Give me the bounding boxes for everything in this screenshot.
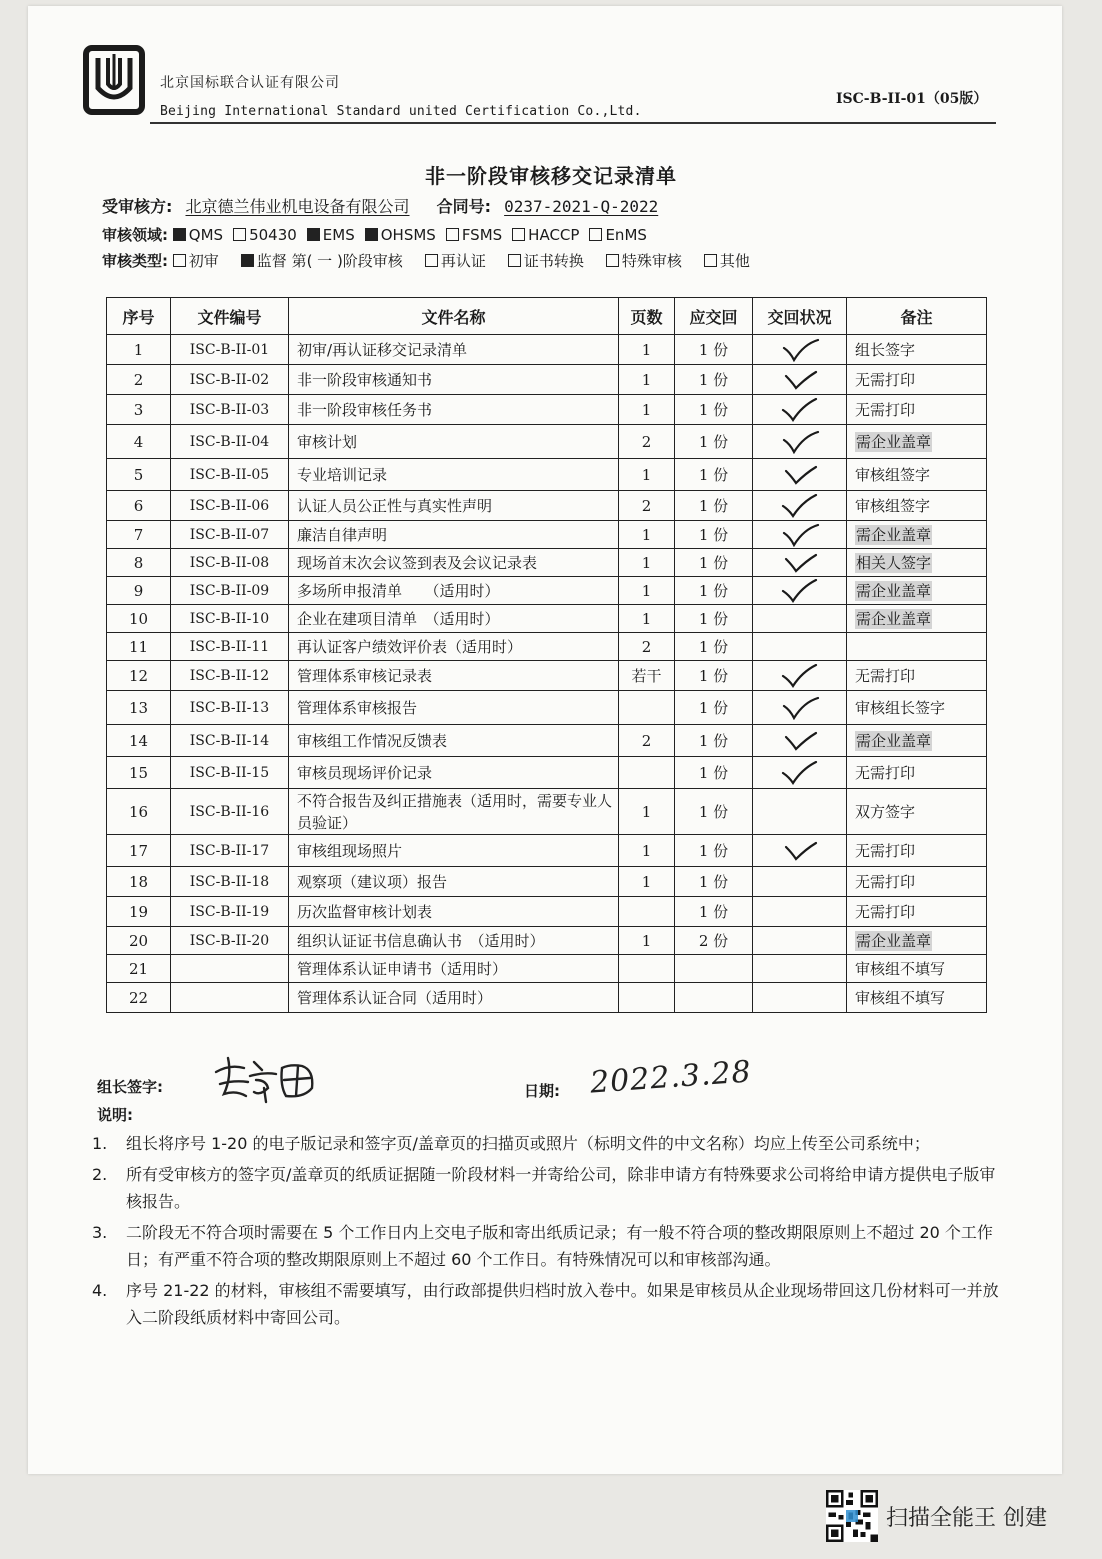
unchecked-box-icon[interactable] xyxy=(512,228,525,241)
date-value: 2022.3.28 xyxy=(588,1054,753,1101)
col-header-copies: 应交回 xyxy=(675,298,753,335)
row-copies: 1 份 xyxy=(675,577,753,605)
checkmark-icon xyxy=(780,430,820,454)
row-name: 管理体系审核报告 xyxy=(289,691,619,725)
row-no: 18 xyxy=(107,867,171,897)
note-number: 1. xyxy=(92,1134,108,1153)
unchecked-box-icon[interactable] xyxy=(589,228,602,241)
row-remark-text: 无需打印 xyxy=(855,764,916,782)
row-no: 5 xyxy=(107,459,171,491)
row-pages: 1 xyxy=(619,577,675,605)
row-code: ISC-B-II-11 xyxy=(171,633,289,661)
auditee-line xyxy=(102,194,666,217)
table-row xyxy=(107,867,987,897)
audit_fields-option[interactable] xyxy=(307,226,355,244)
row-name: 审核组工作情况反馈表 xyxy=(289,725,619,757)
audit_fields-option-label: QMS xyxy=(188,226,224,244)
row-returned xyxy=(753,459,847,491)
row-no: 19 xyxy=(107,897,171,927)
row-name: 认证人员公正性与真实性声明 xyxy=(289,491,619,521)
row-copies: 1 份 xyxy=(675,789,753,835)
table-row xyxy=(107,691,987,725)
row-remark-text: 双方签字 xyxy=(855,803,916,821)
row-name: 管理体系认证合同（适用时） xyxy=(289,983,619,1013)
auditee-value: 北京德兰伟业机电设备有限公司 xyxy=(185,197,410,216)
table-row xyxy=(107,459,987,491)
row-code: ISC-B-II-06 xyxy=(171,491,289,521)
row-remark-text: 无需打印 xyxy=(855,873,916,891)
audit_types-option-label: 再认证 xyxy=(440,252,486,270)
row-copies: 1 份 xyxy=(675,425,753,459)
row-no: 3 xyxy=(107,395,171,425)
row-pages xyxy=(619,955,675,983)
checkmark-icon xyxy=(780,338,820,362)
row-no: 4 xyxy=(107,425,171,459)
audit_fields-option[interactable] xyxy=(512,226,579,244)
checkmark-icon xyxy=(780,729,820,753)
row-remark xyxy=(847,983,987,1013)
row-no: 13 xyxy=(107,691,171,725)
row-code: ISC-B-II-17 xyxy=(171,835,289,867)
row-remark xyxy=(847,365,987,395)
table-row xyxy=(107,491,987,521)
table-row xyxy=(107,335,987,365)
row-copies: 1 份 xyxy=(675,835,753,867)
row-code: ISC-B-II-13 xyxy=(171,691,289,725)
row-pages: 1 xyxy=(619,335,675,365)
audit-fields-label: 审核领域: xyxy=(102,226,168,244)
row-returned xyxy=(753,691,847,725)
note-item xyxy=(92,1277,1004,1331)
row-remark-text: 相关人签字 xyxy=(856,554,932,572)
company-name-en: Beijing International Standard united Certification Co.,Ltd. xyxy=(160,104,642,119)
leader-signature-label: 组长签字: xyxy=(97,1078,163,1096)
row-copies: 1 份 xyxy=(675,725,753,757)
col-header-name: 文件名称 xyxy=(289,298,619,335)
row-returned xyxy=(753,577,847,605)
row-pages: 1 xyxy=(619,605,675,633)
row-code: ISC-B-II-20 xyxy=(171,927,289,955)
col-header-code: 文件编号 xyxy=(171,298,289,335)
unchecked-box-icon[interactable] xyxy=(446,228,459,241)
row-code: ISC-B-II-08 xyxy=(171,549,289,577)
row-code: ISC-B-II-03 xyxy=(171,395,289,425)
row-code: ISC-B-II-12 xyxy=(171,661,289,691)
watermark-text: 扫描全能王 创建 xyxy=(886,1505,1047,1531)
row-remark-text: 需企业盖章 xyxy=(856,610,932,628)
table-row xyxy=(107,365,987,395)
table-row xyxy=(107,577,987,605)
row-returned xyxy=(753,491,847,521)
auditee-label: 受审核方: xyxy=(102,197,173,216)
row-code: ISC-B-II-15 xyxy=(171,757,289,789)
unchecked-box-icon[interactable] xyxy=(508,254,521,267)
row-returned xyxy=(753,425,847,459)
row-copies: 1 份 xyxy=(675,897,753,927)
table-row xyxy=(107,425,987,459)
row-remark-text: 审核组不填写 xyxy=(855,960,946,978)
col-header-pages: 页数 xyxy=(619,298,675,335)
row-pages: 2 xyxy=(619,633,675,661)
company-name-cn: 北京国标联合认证有限公司 xyxy=(160,75,340,91)
row-pages: 2 xyxy=(619,725,675,757)
qr-code-icon xyxy=(826,1490,878,1542)
row-name: 不符合报告及纠正措施表（适用时，需要专业人员验证） xyxy=(289,789,619,835)
row-name: 管理体系认证申请书（适用时） xyxy=(289,955,619,983)
checked-box-icon[interactable] xyxy=(307,228,320,241)
row-pages: 2 xyxy=(619,425,675,459)
checkmark-icon xyxy=(780,579,820,603)
row-no: 6 xyxy=(107,491,171,521)
row-remark-text: 需企业盖章 xyxy=(856,433,932,451)
checked-box-icon[interactable] xyxy=(241,254,254,267)
row-returned xyxy=(753,725,847,757)
table-row xyxy=(107,927,987,955)
row-name: 初审/再认证移交记录清单 xyxy=(289,335,619,365)
row-code: ISC-B-II-02 xyxy=(171,365,289,395)
col-header-no: 序号 xyxy=(107,298,171,335)
row-code: ISC-B-II-19 xyxy=(171,897,289,927)
checkmark-icon xyxy=(780,494,820,518)
row-name: 多场所申报清单 （适用时） xyxy=(289,577,619,605)
table-row xyxy=(107,725,987,757)
checked-box-icon[interactable] xyxy=(365,228,378,241)
audit_types-option[interactable] xyxy=(241,252,403,270)
row-pages: 1 xyxy=(619,459,675,491)
row-returned xyxy=(753,661,847,691)
audit_fields-option-label: FSMS xyxy=(461,226,503,244)
row-name: 审核员现场评价记录 xyxy=(289,757,619,789)
row-remark-text: 需企业盖章 xyxy=(856,932,932,950)
notes-list xyxy=(92,1130,1004,1335)
row-name: 现场首末次会议签到表及会议记录表 xyxy=(289,549,619,577)
row-copies: 1 份 xyxy=(675,605,753,633)
row-remark-text: 无需打印 xyxy=(855,371,916,389)
row-code: ISC-B-II-18 xyxy=(171,867,289,897)
row-remark-text: 需企业盖章 xyxy=(856,732,932,750)
row-returned xyxy=(753,521,847,549)
note-item xyxy=(92,1219,1004,1273)
note-item xyxy=(92,1161,1004,1215)
row-pages: 1 xyxy=(619,867,675,897)
row-pages: 1 xyxy=(619,365,675,395)
contract-label: 合同号: xyxy=(436,197,492,216)
row-name: 审核组现场照片 xyxy=(289,835,619,867)
row-no: 1 xyxy=(107,335,171,365)
unchecked-box-icon[interactable] xyxy=(425,254,438,267)
audit_fields-option-label: OHSMS xyxy=(380,226,436,244)
table-row xyxy=(107,661,987,691)
unchecked-box-icon[interactable] xyxy=(704,254,717,267)
row-pages: 1 xyxy=(619,789,675,835)
row-remark xyxy=(847,521,987,549)
row-remark xyxy=(847,789,987,835)
audit_types-option-label: 其他 xyxy=(719,252,750,270)
row-pages: 1 xyxy=(619,521,675,549)
row-pages: 1 xyxy=(619,395,675,425)
audit_types-option[interactable] xyxy=(704,252,750,270)
audit-types-label: 审核类型: xyxy=(102,252,168,270)
checkmark-icon xyxy=(780,839,820,863)
checkmark-icon xyxy=(780,398,820,422)
row-remark-text: 审核组不填写 xyxy=(855,989,946,1007)
audit_fields-option[interactable] xyxy=(446,226,502,244)
row-code: ISC-B-II-01 xyxy=(171,335,289,365)
row-remark xyxy=(847,835,987,867)
row-name: 管理体系审核记录表 xyxy=(289,661,619,691)
row-remark xyxy=(847,491,987,521)
row-code: ISC-B-II-04 xyxy=(171,425,289,459)
audit_fields-option[interactable] xyxy=(589,226,646,244)
col-header-returned: 交回状况 xyxy=(753,298,847,335)
row-copies: 1 份 xyxy=(675,335,753,365)
document-title: 非一阶段审核移交记录清单 xyxy=(425,164,677,188)
row-copies: 1 份 xyxy=(675,757,753,789)
row-code: ISC-B-II-05 xyxy=(171,459,289,491)
row-copies: 1 份 xyxy=(675,691,753,725)
unchecked-box-icon[interactable] xyxy=(606,254,619,267)
row-remark xyxy=(847,459,987,491)
audit_types-option[interactable] xyxy=(173,252,219,270)
row-returned xyxy=(753,549,847,577)
row-remark-text: 审核组签字 xyxy=(855,497,931,515)
checkmark-icon xyxy=(780,463,820,487)
checkmark-icon xyxy=(780,761,820,785)
row-remark-text: 需企业盖章 xyxy=(856,526,932,544)
row-copies: 1 份 xyxy=(675,521,753,549)
note-text: 组长将序号 1-20 的电子版记录和签字页/盖章页的扫描页或照片（标明文件的中文名称）均应上传至公司系统中； xyxy=(126,1134,930,1153)
table-row xyxy=(107,789,987,835)
row-copies: 1 份 xyxy=(675,633,753,661)
row-copies: 1 份 xyxy=(675,491,753,521)
audit_fields-option-label: 50430 xyxy=(249,226,297,244)
row-pages xyxy=(619,897,675,927)
col-header-remark: 备注 xyxy=(847,298,987,335)
row-remark xyxy=(847,335,987,365)
row-no: 8 xyxy=(107,549,171,577)
row-returned xyxy=(753,983,847,1013)
row-returned xyxy=(753,335,847,365)
row-code: ISC-B-II-07 xyxy=(171,521,289,549)
table-row xyxy=(107,395,987,425)
audit_fields-option-label: EMS xyxy=(322,226,355,244)
row-remark xyxy=(847,425,987,459)
note-text: 所有受审核方的签字页/盖章页的纸质证据随一阶段材料一并寄给公司，除非申请方有特殊要求公司将给申请方提供电子版审核报告。 xyxy=(126,1165,996,1211)
row-no: 21 xyxy=(107,955,171,983)
company-logo-icon xyxy=(82,44,146,116)
unchecked-box-icon[interactable] xyxy=(233,228,246,241)
audit-fields-line xyxy=(102,224,657,245)
row-code: ISC-B-II-09 xyxy=(171,577,289,605)
row-pages: 1 xyxy=(619,549,675,577)
row-code xyxy=(171,983,289,1013)
row-remark xyxy=(847,633,987,661)
row-no: 17 xyxy=(107,835,171,867)
row-pages: 1 xyxy=(619,927,675,955)
row-returned xyxy=(753,605,847,633)
table-row xyxy=(107,549,987,577)
row-no: 11 xyxy=(107,633,171,661)
row-returned xyxy=(753,927,847,955)
row-remark xyxy=(847,927,987,955)
row-pages: 1 xyxy=(619,835,675,867)
row-pages xyxy=(619,691,675,725)
row-copies: 2 份 xyxy=(675,927,753,955)
note-text: 序号 21-22 的材料，审核组不需要填写，由行政部提供归档时放入卷中。如果是审核员从企业现场带回这几份材料可一并放入二阶段纸质材料中寄回公司。 xyxy=(126,1281,999,1327)
table-row xyxy=(107,757,987,789)
checkmark-icon xyxy=(780,368,820,392)
row-code: ISC-B-II-14 xyxy=(171,725,289,757)
audit-types-line xyxy=(102,250,772,271)
row-remark xyxy=(847,549,987,577)
row-no: 22 xyxy=(107,983,171,1013)
note-number: 4. xyxy=(92,1281,108,1300)
audit_fields-option[interactable] xyxy=(365,226,436,244)
audit_fields-option[interactable] xyxy=(233,226,297,244)
row-remark xyxy=(847,605,987,633)
table-header-row xyxy=(107,298,987,335)
row-returned xyxy=(753,395,847,425)
row-remark-text: 审核组签字 xyxy=(855,466,931,484)
row-no: 2 xyxy=(107,365,171,395)
checkmark-icon xyxy=(780,551,820,575)
note-item xyxy=(92,1130,1004,1157)
row-returned xyxy=(753,955,847,983)
row-copies xyxy=(675,955,753,983)
row-copies: 1 份 xyxy=(675,661,753,691)
row-no: 10 xyxy=(107,605,171,633)
row-no: 15 xyxy=(107,757,171,789)
audit_types-option-label: 监督 第( 一 )阶段审核 xyxy=(256,252,403,270)
row-remark xyxy=(847,661,987,691)
audit_types-option[interactable] xyxy=(606,252,682,270)
row-name: 审核计划 xyxy=(289,425,619,459)
row-copies: 1 份 xyxy=(675,365,753,395)
row-remark-text: 无需打印 xyxy=(855,401,916,419)
row-pages xyxy=(619,757,675,789)
header-divider xyxy=(150,122,996,124)
row-copies: 1 份 xyxy=(675,395,753,425)
row-returned xyxy=(753,633,847,661)
row-copies: 1 份 xyxy=(675,549,753,577)
row-remark-text: 审核组长签字 xyxy=(855,699,946,717)
date-label: 日期: xyxy=(524,1082,560,1100)
form-code: ISC-B-II-01（05版） xyxy=(836,91,988,107)
row-remark-text: 无需打印 xyxy=(855,667,916,685)
row-copies: 1 份 xyxy=(675,867,753,897)
row-remark xyxy=(847,867,987,897)
row-no: 9 xyxy=(107,577,171,605)
table-row xyxy=(107,835,987,867)
unchecked-box-icon[interactable] xyxy=(173,254,186,267)
row-pages xyxy=(619,983,675,1013)
row-name: 非一阶段审核通知书 xyxy=(289,365,619,395)
checkmark-icon xyxy=(780,523,820,547)
row-copies: 1 份 xyxy=(675,459,753,491)
audit_fields-option[interactable] xyxy=(173,226,223,244)
row-remark xyxy=(847,955,987,983)
audit_fields-option-label: HACCP xyxy=(528,226,580,244)
row-remark xyxy=(847,577,987,605)
row-pages: 若干 xyxy=(619,661,675,691)
row-name: 廉洁自律声明 xyxy=(289,521,619,549)
checked-box-icon[interactable] xyxy=(173,228,186,241)
table-row xyxy=(107,983,987,1013)
audit_types-option-label: 特殊审核 xyxy=(621,252,682,270)
row-remark-text: 无需打印 xyxy=(855,903,916,921)
scanner-watermark xyxy=(826,1490,1047,1542)
audit_types-option-label: 证书转换 xyxy=(523,252,584,270)
row-code: ISC-B-II-16 xyxy=(171,789,289,835)
row-no: 12 xyxy=(107,661,171,691)
row-name: 企业在建项目清单 （适用时） xyxy=(289,605,619,633)
table-row xyxy=(107,897,987,927)
notes-title: 说明: xyxy=(97,1106,133,1124)
audit_types-option-label: 初审 xyxy=(188,252,219,270)
row-name: 非一阶段审核任务书 xyxy=(289,395,619,425)
table-row xyxy=(107,633,987,661)
note-text: 二阶段无不符合项时需要在 5 个工作日内上交电子版和寄出纸质记录；有一般不符合项的整改期限原则上不超过 20 个工作日；有严重不符合项的整改期限原则上不超过 60 个工作日。有特殊情况可以和审核部沟通。 xyxy=(126,1223,993,1269)
row-pages: 2 xyxy=(619,491,675,521)
row-no: 7 xyxy=(107,521,171,549)
row-code: ISC-B-II-10 xyxy=(171,605,289,633)
table-row xyxy=(107,605,987,633)
note-number: 3. xyxy=(92,1223,108,1242)
row-returned xyxy=(753,835,847,867)
row-returned xyxy=(753,867,847,897)
row-remark-text: 需企业盖章 xyxy=(856,582,932,600)
audit_types-option[interactable] xyxy=(425,252,486,270)
leader-signature xyxy=(210,1050,320,1106)
audit_types-option[interactable] xyxy=(508,252,584,270)
row-code xyxy=(171,955,289,983)
row-returned xyxy=(753,789,847,835)
contract-value: 0237-2021-Q-2022 xyxy=(504,197,659,216)
row-remark-text: 无需打印 xyxy=(855,842,916,860)
audit_fields-option-label: EnMS xyxy=(605,226,647,244)
row-name: 再认证客户绩效评价表（适用时） xyxy=(289,633,619,661)
checkmark-icon xyxy=(780,696,820,720)
row-name: 专业培训记录 xyxy=(289,459,619,491)
row-name: 观察项（建议项）报告 xyxy=(289,867,619,897)
row-copies xyxy=(675,983,753,1013)
table-row xyxy=(107,521,987,549)
table-row xyxy=(107,955,987,983)
row-returned xyxy=(753,365,847,395)
row-remark xyxy=(847,725,987,757)
checkmark-icon xyxy=(780,664,820,688)
row-remark xyxy=(847,395,987,425)
row-remark xyxy=(847,897,987,927)
note-number: 2. xyxy=(92,1165,108,1184)
row-remark xyxy=(847,691,987,725)
row-remark-text: 组长签字 xyxy=(855,341,916,359)
row-no: 20 xyxy=(107,927,171,955)
row-no: 16 xyxy=(107,789,171,835)
row-returned xyxy=(753,757,847,789)
row-returned xyxy=(753,897,847,927)
handover-table xyxy=(106,297,987,1013)
row-name: 历次监督审核计划表 xyxy=(289,897,619,927)
row-name: 组织认证证书信息确认书 （适用时） xyxy=(289,927,619,955)
row-remark xyxy=(847,757,987,789)
row-no: 14 xyxy=(107,725,171,757)
